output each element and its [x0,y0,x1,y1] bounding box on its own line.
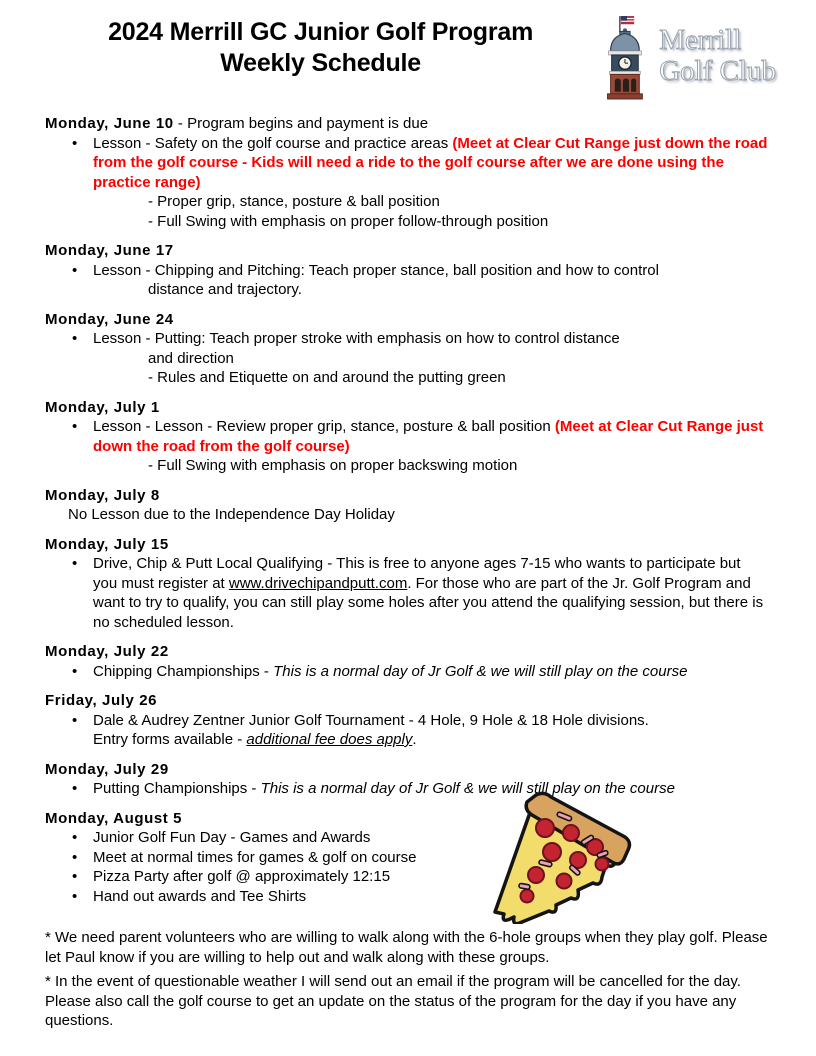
bullet-item [45,711,768,731]
text-segment: - Full Swing with emphasis on proper backswing motion [148,457,518,474]
section-date-heading: Monday, July 1 [45,398,160,416]
text-segment: (Meet at Clear Cut Range just down the road from the golf course) [93,418,764,455]
section-heading-row [45,760,768,780]
bullet-item [45,261,768,281]
bullet-item [45,554,768,632]
text-segment: and direction [148,349,234,367]
footnotes [0,916,816,1031]
title-line-1: 2024 Merrill GC Junior Golf Program [108,18,534,46]
footnote-weather: * In the event of questionable weather I will send out an email if the program will be cancelled for the day. Please also call the golf course to get an update on the status of the program for the day if you have any questions. [45,973,741,1029]
text-segment: Lesson - Chipping and Pitching: Teach proper stance, ball position and how to control [93,261,659,279]
section-heading-row [45,809,768,829]
bullet-icon: • [72,848,78,866]
bullet-item [45,662,768,682]
document-title [45,14,596,79]
section-date-heading: Monday, July 8 [45,486,160,504]
clock-tower-icon [598,14,656,100]
section-date-heading: Monday, June 24 [45,310,174,328]
text-segment: additional fee does apply [246,731,413,748]
sub-item-line [45,212,768,232]
section-date-heading: Monday, July 15 [45,535,169,553]
text-segment: Lesson - Lesson - Review proper grip, stance, posture & ball position [93,418,555,435]
schedule-section [45,241,768,300]
schedule-section [45,486,768,525]
section-heading-row [45,486,768,506]
text-segment: distance and trajectory. [148,281,302,298]
section-heading-row [45,691,768,711]
bullet-continuation [45,730,768,750]
text-segment: Lesson - Putting: Teach proper stroke with emphasis on how to control distance [93,330,620,347]
text-segment: Putting Championships - [93,780,261,797]
bullet-item [45,828,768,848]
text-segment: Dale & Audrey Zentner Junior Golf Tournament - 4 Hole, 9 Hole & 18 Hole divisions. [93,711,649,729]
text-segment: Drive, Chip & Putt Local Qualifying - This is free to anyone ages 7-15 who wants to participate but you must register at [93,555,741,592]
bullet-icon: • [72,780,78,797]
schedule-section [45,535,768,633]
text-segment: - Full Swing with emphasis on proper follow-through position [148,212,549,230]
title-line-2: Weekly Schedule [220,49,421,77]
text-segment: This is a normal day of Jr Golf & we will still play on the course [273,662,688,680]
sub-item-line [45,349,768,369]
pizza-slice-icon [481,788,633,924]
text-segment: Pizza Party after golf @ approximately 12:15 [93,868,391,885]
section-heading-row [45,310,768,330]
bullet-item [45,867,768,887]
logo-text-line-1: Merrill [659,24,742,56]
text-segment: Chipping Championships - [93,662,274,680]
text-segment: - Proper grip, stance, posture & ball position [148,193,440,210]
schedule-section [45,691,768,750]
bullet-item [45,329,768,349]
bullet-icon: • [72,555,78,572]
bullet-icon: • [72,829,78,846]
section-date-heading: Monday, June 10 [45,115,174,132]
schedule-section [45,642,768,681]
bullet-icon: • [72,418,78,435]
bullet-icon: • [72,868,78,885]
plain-line: No Lesson due to the Independence Day Holiday [68,506,395,523]
logo-text [659,25,776,87]
us-flag-icon [621,16,634,24]
section-date-heading: Monday, August 5 [45,809,183,827]
section-date-heading: Friday, July 26 [45,692,158,709]
bullet-icon: • [72,261,78,279]
text-segment: Junior Golf Fun Day - Games and Awards [93,829,371,846]
schedule-section [45,398,768,476]
schedule-section [45,809,768,907]
bullet-item [45,134,768,193]
sub-item-line [45,456,768,476]
section-date-heading: Monday, June 17 [45,242,174,259]
text-segment: Entry forms available - [93,731,247,748]
section-heading-note: - Program begins and payment is due [173,115,429,132]
sub-item-line [45,280,768,300]
section-heading-row [45,535,768,555]
bullet-item [45,887,768,907]
section-heading-row [45,642,768,662]
bullet-icon: • [72,887,78,905]
text-segment: . [412,731,417,748]
section-date-heading: Monday, July 29 [45,760,169,778]
schedule-sections [0,102,816,906]
pizza-slice-clipart [481,788,633,924]
schedule-section [45,760,768,799]
text-segment: . For those who are part of the Jr. Golf Program and want to try to qualify, you can still play some holes after you attend the qualifying session, but there is no scheduled lesson. [93,574,764,631]
text-segment: Hand out awards and Tee Shirts [93,887,307,905]
schedule-section [45,310,768,388]
section-heading-row [45,398,768,418]
section-heading-row [45,241,768,261]
section-heading-row [45,114,768,134]
bullet-icon: • [72,134,78,152]
logo-text-line-2: Golf Club [659,55,776,87]
bullet-icon: • [72,330,78,347]
merrill-golf-club-logo [598,14,776,100]
text-segment: Meet at normal times for games & golf on course [93,848,417,866]
sub-item-line [45,192,768,212]
bullet-item [45,417,768,456]
sub-item-line [45,368,768,388]
text-segment: - Rules and Etiquette on and around the putting green [148,369,506,386]
section-date-heading: Monday, July 22 [45,643,169,660]
text-segment: (Meet at Clear Cut Range just down the road from the golf course - Kids will need a ride to the golf course after we are done using the practice range) [93,134,768,191]
document-header [0,0,816,102]
bullet-item [45,848,768,868]
bullet-icon: • [72,711,78,729]
schedule-section [45,114,768,231]
bullet-icon: • [72,662,78,680]
text-segment: This is a normal day of Jr Golf & we will still play on the course [260,780,675,797]
bullet-item [45,779,768,799]
hyperlink[interactable]: www.drivechipandputt.com [228,574,408,592]
text-segment: Lesson - Safety on the golf course and practice areas [93,134,453,152]
footnote-volunteers: * We need parent volunteers who are willing to walk along with the 6-hole groups when they play golf. Please let Paul know if you are willing to help out and walk along with these groups. [45,929,768,966]
